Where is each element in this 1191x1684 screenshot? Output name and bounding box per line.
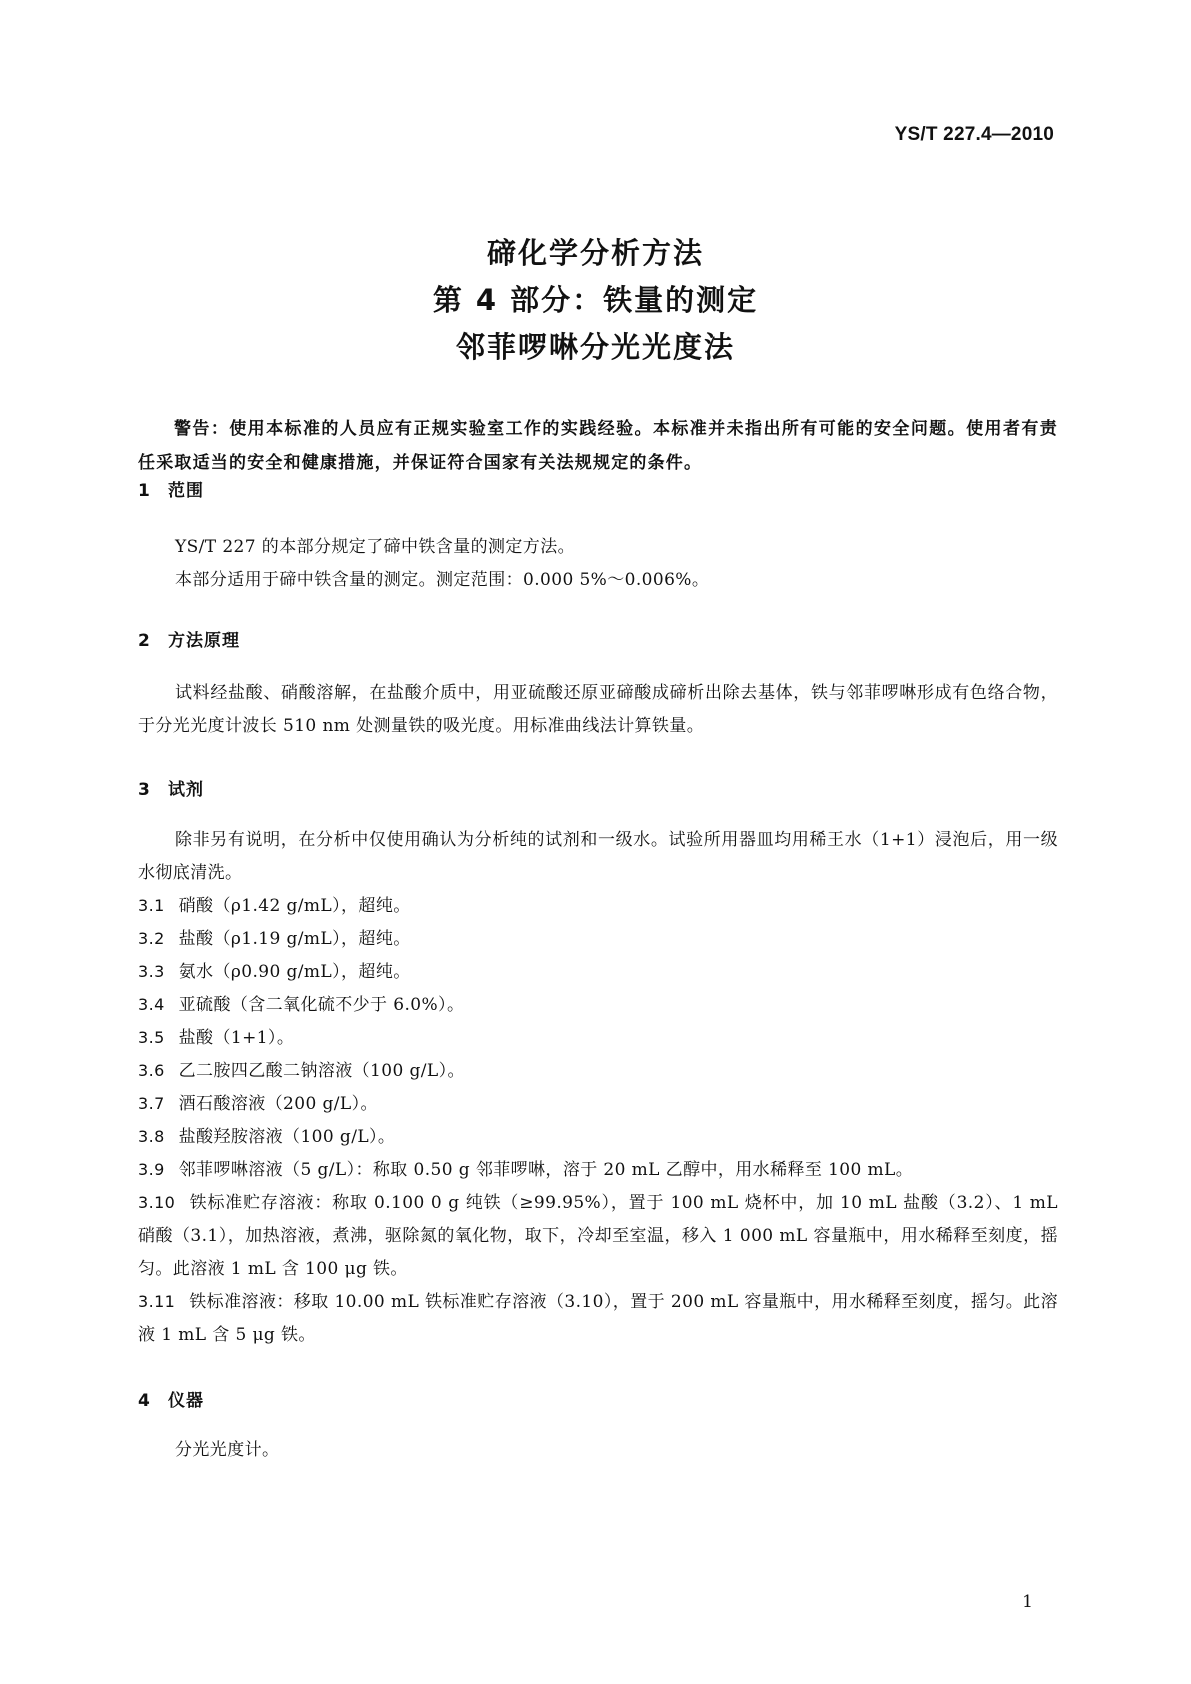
item-text: 乙二胺四乙酸二钠溶液（100 g/L）。: [178, 1061, 465, 1081]
item-number: 3.8: [138, 1127, 165, 1146]
section-title: 范围: [168, 481, 204, 501]
section-3-heading: [138, 775, 204, 800]
section-4-heading: [138, 1386, 204, 1411]
item-number: 3.11: [138, 1292, 176, 1311]
reagent-item: [138, 955, 1058, 989]
item-text: 亚硫酸（含二氧化硫不少于 6.0%）。: [178, 995, 465, 1015]
item-number: 3.9: [138, 1160, 165, 1179]
section-number: 1: [138, 481, 151, 501]
title-line-2: 第 4 部分：铁量的测定: [432, 283, 759, 317]
section-number: 2: [138, 631, 151, 651]
item-text: 酒石酸溶液（200 g/L）。: [178, 1094, 378, 1114]
page-number: 1: [1022, 1592, 1033, 1612]
item-number: 3.6: [138, 1061, 165, 1080]
item-text: 邻菲啰啉溶液（5 g/L）：称取 0.50 g 邻菲啰啉，溶于 20 mL 乙醇中，用水稀释至 100 mL。: [178, 1160, 914, 1180]
section-2-paragraph: 试料经盐酸、硝酸溶解，在盐酸介质中，用亚硫酸还原亚碲酸成碲析出除去基体，铁与邻菲啰啉形成有色络合物，于分光光度计波长 510 nm 处测量铁的吸光度。用标准曲线法计算铁量。: [138, 683, 1058, 736]
reagent-item: [138, 922, 1058, 956]
item-number: 3.2: [138, 929, 165, 948]
section-title: 方法原理: [168, 631, 240, 651]
reagent-item: [138, 1087, 1058, 1121]
reagent-item: [138, 1054, 1058, 1088]
reagent-item: [138, 1120, 1058, 1154]
item-text: 硝酸（ρ1.42 g/mL），超纯。: [178, 896, 411, 916]
section-3-paragraph: 除非另有说明，在分析中仅使用确认为分析纯的试剂和一级水。试验所用器皿均用稀王水（1+1）浸泡后，用一级水彻底清洗。: [138, 830, 1058, 883]
title-line-1: 碲化学分析方法: [486, 236, 704, 270]
item-text: 盐酸（1+1）。: [178, 1028, 295, 1048]
reagent-item: [138, 889, 1058, 923]
item-text: 铁标准贮存溶液：称取 0.100 0 g 纯铁（≥99.95%），置于 100 mL 烧杯中，加 10 mL 盐酸（3.2）、1 mL 硝酸（3.1），加热溶液，煮沸，驱除氮的氧化物，取下，冷却至室温，移入 1 000 mL 容量瓶中，用水稀释至刻度，摇匀。此溶液 1 mL 含 100 μg 铁。: [138, 1193, 1058, 1279]
reagent-item: [138, 988, 1058, 1022]
reagent-item: [138, 1186, 1058, 1286]
item-number: 3.10: [138, 1193, 176, 1212]
section-title: 仪器: [168, 1391, 204, 1411]
section-2-heading: [138, 626, 240, 651]
item-number: 3.7: [138, 1094, 165, 1113]
document-title: [0, 230, 1191, 371]
reagent-item: [138, 1285, 1058, 1352]
section-number: 3: [138, 780, 151, 800]
item-text: 盐酸羟胺溶液（100 g/L）。: [178, 1127, 396, 1147]
item-number: 3.3: [138, 962, 165, 981]
section-4-paragraph: 分光光度计。: [175, 1440, 280, 1460]
reagent-item: [138, 1153, 1058, 1187]
safety-warning: 警告：使用本标准的人员应有正规实验室工作的实践经验。本标准并未指出所有可能的安全问题。使用者有责任采取适当的安全和健康措施，并保证符合国家有关法规规定的条件。: [138, 419, 1058, 473]
section-1-paragraph-2: 本部分适用于碲中铁含量的测定。测定范围：0.000 5%～0.006%。: [175, 570, 710, 590]
item-number: 3.1: [138, 896, 165, 915]
standard-code: YS/T 227.4—2010: [894, 124, 1054, 145]
title-line-3: 邻菲啰啉分光光度法: [455, 330, 735, 364]
reagent-item: [138, 1021, 1058, 1055]
section-1-heading: [138, 476, 204, 501]
item-text: 铁标准溶液：移取 10.00 mL 铁标准贮存溶液（3.10），置于 200 mL 容量瓶中，用水稀释至刻度，摇匀。此溶液 1 mL 含 5 μg 铁。: [138, 1292, 1058, 1345]
section-1-paragraph-1: YS/T 227 的本部分规定了碲中铁含量的测定方法。: [175, 537, 575, 557]
section-title: 试剂: [168, 780, 204, 800]
item-number: 3.5: [138, 1028, 165, 1047]
section-number: 4: [138, 1391, 151, 1411]
item-text: 盐酸（ρ1.19 g/mL），超纯。: [178, 929, 411, 949]
item-number: 3.4: [138, 995, 165, 1014]
item-text: 氨水（ρ0.90 g/mL），超纯。: [178, 962, 411, 982]
